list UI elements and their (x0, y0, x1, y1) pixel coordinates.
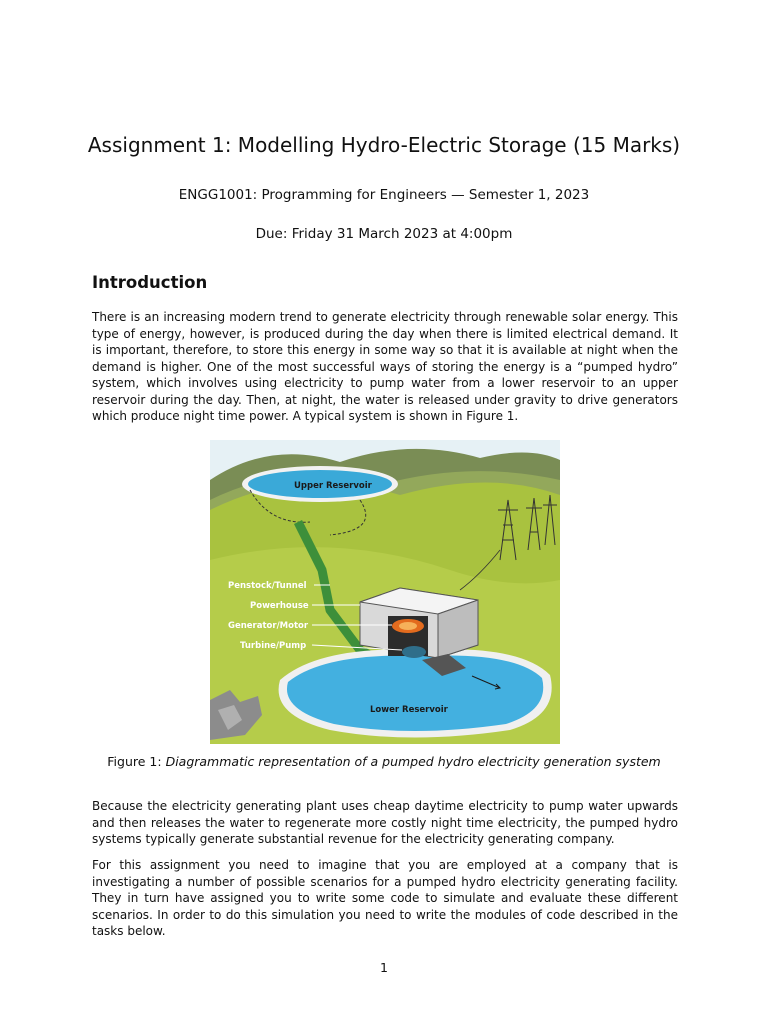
label-generator: Generator/Motor (228, 621, 309, 631)
label-penstock: Penstock/Tunnel (228, 581, 307, 591)
label-turbine: Turbine/Pump (240, 641, 307, 651)
figure-caption-prefix: Figure 1: (107, 754, 162, 769)
label-powerhouse: Powerhouse (250, 601, 309, 611)
document-title: Assignment 1: Modelling Hydro-Electric Storage (15 Marks) (87, 133, 681, 157)
page-number: 1 (380, 960, 388, 975)
figure-caption-text: Diagrammatic representation of a pumped hydro electricity generation system (165, 754, 661, 769)
label-lower-reservoir: Lower Reservoir (370, 705, 448, 715)
paragraph-assignment: For this assignment you need to imagine that you are employed at a company that is investigating a number of possible scenarios for a pumped hydro electricity generating facility. They in turn have assigned you to write some code to simulate and evaluate these different scenarios. In order to do this simulation you need to write the modules of code described in the tasks below. (92, 858, 678, 938)
figure-pumped-hydro-diagram (210, 440, 560, 744)
paragraph-intro: There is an increasing modern trend to generate electricity through renewable solar energy. This type of energy, however, is produced during the day when there is limited electrical demand. It is important, therefore, to store this energy in some way so that it is available at night when the demand is higher. One of the most successful ways of storing the energy is a “pumped hydro” system, which involves using electricity to pump water from a lower reservoir to an upper reservoir during the day. Then, at night, the water is released under gravity to drive generators which produce night time power. A typical system is shown in Figure 1. (92, 310, 678, 423)
figure-caption (0, 754, 768, 769)
label-upper-reservoir: Upper Reservoir (294, 481, 372, 491)
course-subtitle: ENGG1001: Programming for Engineers — Semester 1, 2023 (178, 187, 590, 203)
due-date: Due: Friday 31 March 2023 at 4:00pm (255, 226, 513, 242)
paragraph-revenue: Because the electricity generating plant uses cheap daytime electricity to pump water upwards and then releases the water to regenerate more costly night time electricity, the pumped hydro systems typically generate substantial revenue for the electricity generating company. (92, 799, 678, 846)
pumped-hydro-illustration (210, 440, 560, 744)
section-heading-introduction: Introduction (92, 273, 208, 292)
